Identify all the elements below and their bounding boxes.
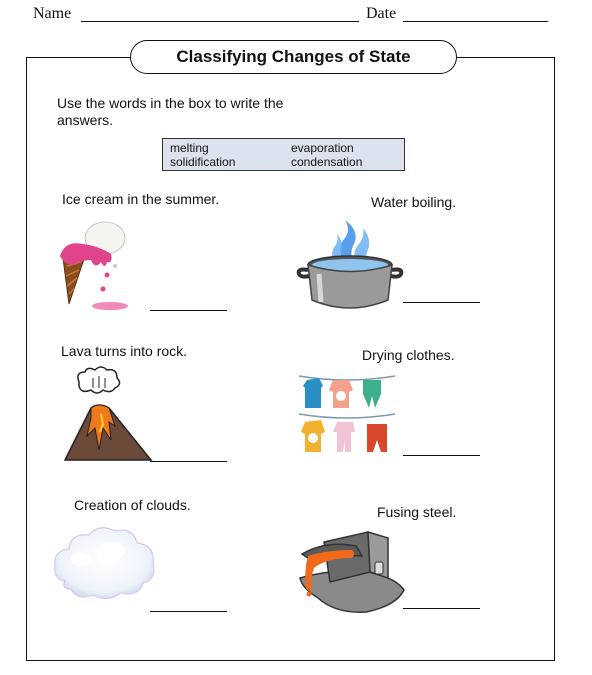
question-prompt: Water boiling.: [371, 194, 457, 210]
name-field-line[interactable]: [81, 21, 359, 22]
answer-line[interactable]: [150, 310, 227, 311]
question-prompt: Drying clothes.: [362, 347, 455, 363]
molten-steel-crucible-icon: [296, 528, 408, 618]
question-prompt: Fusing steel.: [377, 504, 457, 520]
boiling-pot-icon: [295, 218, 403, 316]
word-box: [162, 138, 405, 171]
instructions-text: Use the words in the box to write the answers.: [57, 95, 284, 128]
word-box-item: condensation: [291, 155, 363, 169]
melting-ice-cream-icon: [55, 218, 140, 313]
answer-line[interactable]: [403, 455, 480, 456]
cloud-icon: [51, 523, 159, 603]
answer-line[interactable]: [403, 302, 480, 303]
answer-line[interactable]: [150, 611, 227, 612]
worksheet-title: Classifying Changes of State: [130, 40, 457, 74]
word-box-item: evaporation: [291, 141, 354, 155]
word-box-item: solidification: [170, 155, 236, 169]
answer-line[interactable]: [150, 461, 227, 462]
volcano-icon: [63, 366, 153, 464]
date-field-line[interactable]: [403, 21, 548, 22]
question-prompt: Lava turns into rock.: [61, 343, 188, 359]
answer-line[interactable]: [403, 608, 480, 609]
word-box-item: melting: [170, 141, 209, 155]
clothesline-icon: [297, 370, 397, 456]
name-label: Name: [33, 5, 72, 22]
question-prompt: Ice cream in the summer.: [62, 191, 220, 207]
date-label: Date: [366, 5, 397, 22]
question-prompt: Creation of clouds.: [74, 497, 191, 513]
